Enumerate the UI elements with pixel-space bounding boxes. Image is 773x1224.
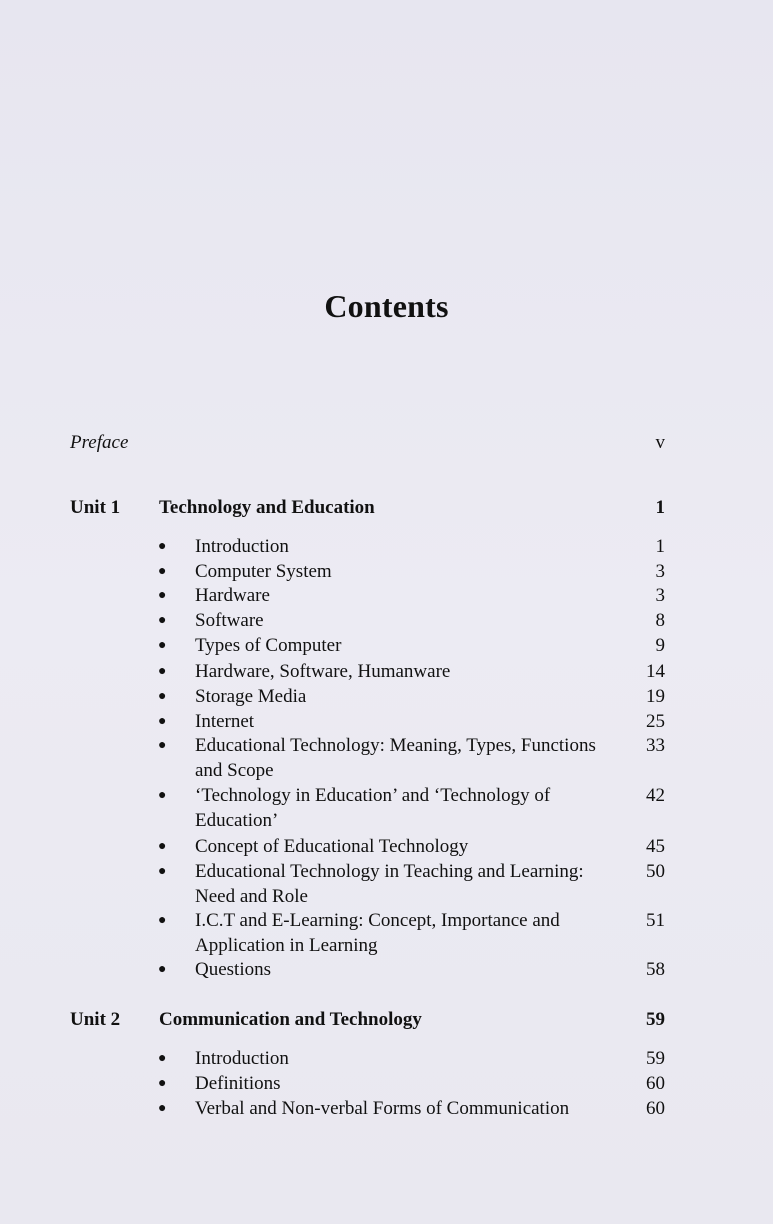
bullet-icon: ● [158,1051,167,1066]
bullet-icon: ● [158,613,167,628]
bullet-icon: ● [158,864,167,879]
unit-title: Technology and Education [159,497,375,518]
bullet-icon: ● [158,638,167,653]
toc-item-page: 50 [646,861,665,882]
toc-item-page: 60 [646,1073,665,1094]
toc-item-text: Definitions [195,1073,281,1094]
bullet-icon: ● [158,564,167,579]
preface-page-number: v [655,432,665,453]
toc-item-page: 3 [655,585,665,606]
toc-item-text: Internet [195,711,255,732]
contents-heading: Contents [324,288,449,324]
bullet-icon: ● [158,788,167,803]
bullet-icon: ● [158,738,167,753]
preface-title: Preface [70,432,129,453]
unit-label: Unit 2 [70,1009,121,1030]
unit-title: Communication and Technology [159,1009,422,1030]
bullet-icon: ● [158,839,167,854]
bullet-icon: ● [158,664,167,679]
bullet-icon: ● [158,962,167,977]
toc-item-text: Educational Technology in Teaching and Learning: Need and Role [195,861,584,907]
bullet-icon: ● [158,539,167,554]
toc-item-text: Educational Technology: Meaning, Types, Functions and Scope [195,735,596,781]
unit-page-number: 59 [646,1009,665,1030]
bullet-icon: ● [158,1076,167,1091]
unit-label: Unit 1 [70,497,121,518]
toc-item-page: 3 [655,561,665,582]
toc-item-text: Introduction [195,1048,289,1069]
unit-page-number: 1 [655,497,665,518]
toc-item-page: 60 [646,1098,665,1119]
toc-item-text: Hardware [195,585,270,606]
toc-item-page: 59 [646,1048,665,1069]
toc-item-text: Introduction [195,536,289,557]
toc-item-text: Computer System [195,561,332,582]
toc-item-page: 58 [646,959,665,980]
bullet-icon: ● [158,714,167,729]
toc-item-page: 42 [646,785,665,806]
bullet-icon: ● [158,588,167,603]
toc-item-text: ‘Technology in Education’ and ‘Technology of Education’ [195,785,551,831]
toc-item-page: 51 [646,910,665,931]
toc-item-page: 45 [646,836,665,857]
toc-item-text: Software [195,610,264,631]
toc-item-text: Hardware, Software, Humanware [195,661,451,682]
toc-item-text: I.C.T and E-Learning: Concept, Importance and Application in Learning [195,910,560,956]
toc-item-text: Verbal and Non-verbal Forms of Communication [195,1098,570,1119]
toc-item-page: 1 [655,536,665,557]
bullet-icon: ● [158,913,167,928]
toc-item-page: 33 [646,735,665,756]
toc-item-page: 19 [646,686,665,707]
toc-item-page: 8 [655,610,665,631]
toc-item-page: 25 [646,711,665,732]
toc-item-text: Questions [195,959,271,980]
bullet-icon: ● [158,689,167,704]
toc-item-page: 9 [655,635,665,656]
toc-item-page: 14 [646,661,665,682]
toc-item-text: Types of Computer [195,635,342,656]
toc-item-text: Concept of Educational Technology [195,836,469,857]
toc-entry-preface[interactable] [70,432,665,454]
toc-item-text: Storage Media [195,686,307,707]
bullet-icon: ● [158,1101,167,1116]
